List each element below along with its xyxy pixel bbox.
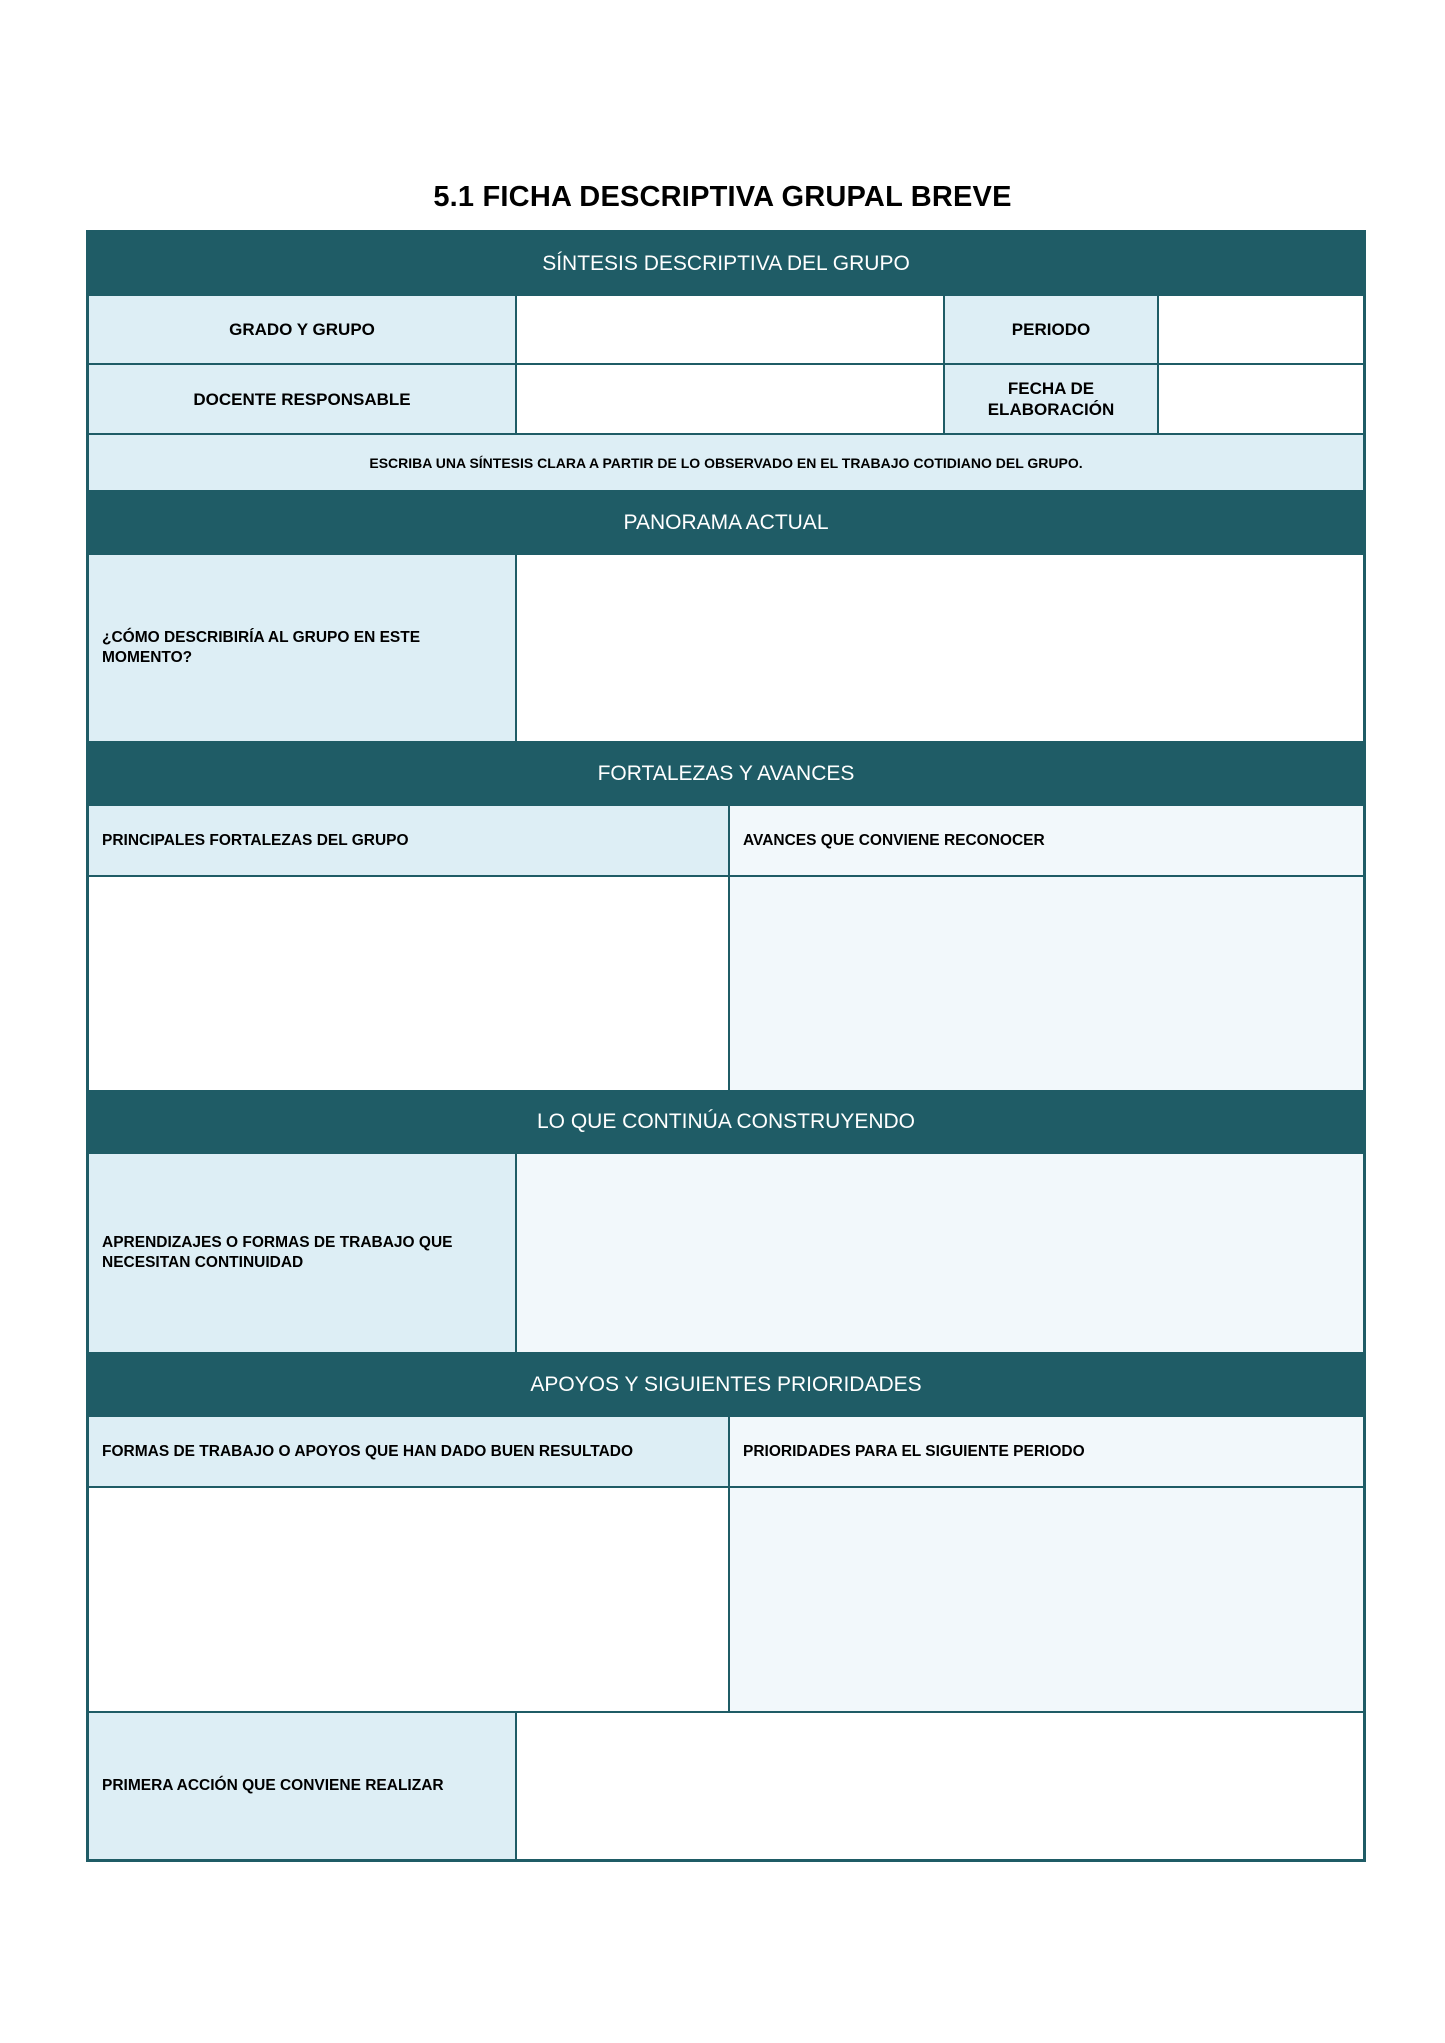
fortalezas-col1-field[interactable] xyxy=(89,877,730,1092)
section-header-panorama: PANORAMA ACTUAL xyxy=(89,492,1363,555)
apoyos-col2-field[interactable] xyxy=(730,1488,1363,1713)
grado-grupo-label: GRADO Y GRUPO xyxy=(89,296,517,365)
grado-grupo-field[interactable] xyxy=(517,296,945,365)
periodo-field[interactable] xyxy=(1159,296,1363,365)
fortalezas-col2-field[interactable] xyxy=(730,877,1363,1092)
section-header-construyendo: LO QUE CONTINÚA CONSTRUYENDO xyxy=(89,1092,1363,1154)
section-header-sintesis: SÍNTESIS DESCRIPTIVA DEL GRUPO xyxy=(89,233,1363,296)
apoyos-col1-field[interactable] xyxy=(89,1488,730,1713)
construyendo-answer-field[interactable] xyxy=(517,1154,1363,1354)
periodo-label: PERIODO xyxy=(945,296,1159,365)
construyendo-question: APRENDIZAJES O FORMAS DE TRABAJO QUE NECESITAN CONTINUIDAD xyxy=(89,1154,517,1354)
descriptive-form xyxy=(86,230,1366,1862)
accion-field[interactable] xyxy=(517,1713,1363,1859)
panorama-question: ¿CÓMO DESCRIBIRÍA AL GRUPO EN ESTE MOMENTO? xyxy=(89,555,517,743)
section-header-apoyos: APOYOS Y SIGUIENTES PRIORIDADES xyxy=(89,1354,1363,1417)
fecha-label: FECHA DE ELABORACIÓN xyxy=(945,365,1159,435)
panorama-answer-field[interactable] xyxy=(517,555,1363,743)
apoyos-col2-label: PRIORIDADES PARA EL SIGUIENTE PERIODO xyxy=(730,1417,1363,1488)
fecha-field[interactable] xyxy=(1159,365,1363,435)
section-header-fortalezas: FORTALEZAS Y AVANCES xyxy=(89,743,1363,806)
apoyos-col1-label: FORMAS DE TRABAJO O APOYOS QUE HAN DADO BUEN RESULTADO xyxy=(89,1417,730,1488)
fortalezas-col1-label: PRINCIPALES FORTALEZAS DEL GRUPO xyxy=(89,806,730,877)
accion-label: PRIMERA ACCIÓN QUE CONVIENE REALIZAR xyxy=(89,1713,517,1859)
docente-label: DOCENTE RESPONSABLE xyxy=(89,365,517,435)
fortalezas-col2-label: AVANCES QUE CONVIENE RECONOCER xyxy=(730,806,1363,877)
sintesis-instruction: ESCRIBA UNA SÍNTESIS CLARA A PARTIR DE LO OBSERVADO EN EL TRABAJO COTIDIANO DEL GRUPO. xyxy=(89,435,1363,492)
page-title: 5.1 FICHA DESCRIPTIVA GRUPAL BREVE xyxy=(433,181,1012,213)
docente-field[interactable] xyxy=(517,365,945,435)
